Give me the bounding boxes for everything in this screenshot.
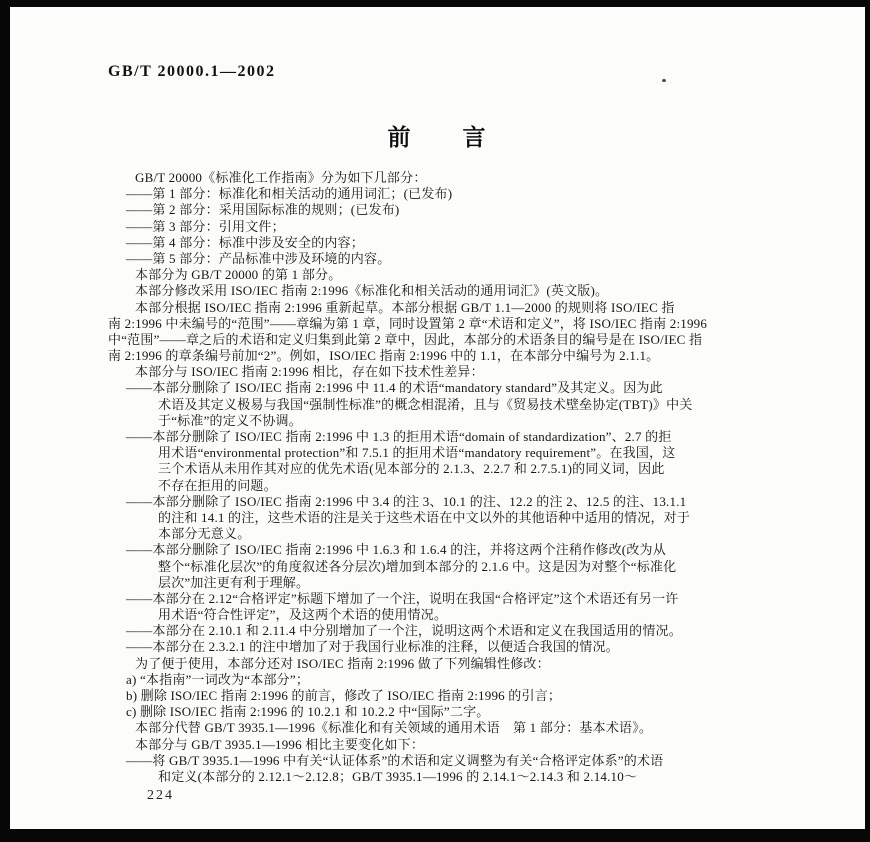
text-line: ——本部分在 2.10.1 和 2.11.4 中分别增加了一个注，说明这两个术语和定义在我国适用的情况。 bbox=[126, 623, 682, 639]
text-line: ——本部分删除了 ISO/IEC 指南 2:1996 中 3.4 的注 3、10.1 的注、12.2 的注 2、12.5 的注、13.1.1 bbox=[126, 493, 687, 509]
text-line: 为了便于使用，本部分还对 ISO/IEC 指南 2:1996 做了下列编辑性修改： bbox=[135, 655, 550, 671]
text-line: 整个“标准化层次”的角度叙述各分层次)增加到本部分的 2.1.6 中。这是因为对整个“标准化 bbox=[158, 558, 677, 574]
text-line: 的注和 14.1 的注，这些术语的注是关于这些术语在中文以外的其他语种中适用的情况，对于 bbox=[158, 509, 691, 525]
text-line: 于“标准”的定义不协调。 bbox=[158, 412, 302, 428]
text-line: 本部分与 ISO/IEC 指南 2:1996 相比，存在如下技术性差异： bbox=[135, 364, 484, 380]
text-line: ——本部分删除了 ISO/IEC 指南 2:1996 中 1.3 的拒用术语“domain of standardization”、2.7 的拒 bbox=[126, 429, 672, 444]
text-line: ——第 5 部分：产品标准中涉及环境的内容。 bbox=[126, 250, 391, 266]
text-line: ——第 2 部分：采用国际标准的规则；(已发布) bbox=[126, 202, 400, 218]
text-line: 本部分修改采用 ISO/IEC 指南 2:1996《标准化和相关活动的通用词汇》(英文版)。 bbox=[135, 283, 609, 299]
text-line: ——将 GB/T 3935.1—1996 中有关“认证体系”的术语和定义调整为有关“合格评定体系”的术语 bbox=[126, 752, 664, 768]
text-line: ——本部分在 2.3.2.1 的注中增加了对于我国行业标准的注释，以便适合我国的情况。 bbox=[126, 639, 619, 655]
page-title: 前 言 bbox=[387, 125, 488, 150]
standard-number: GB/T 20000.1—2002 bbox=[108, 63, 276, 80]
text-line: 南 2:1996 的章条编号前加“2”。例如，ISO/IEC 指南 2:1996 中的 1.1，在本部分中编号为 2.1.1。 bbox=[108, 348, 660, 364]
text-line: 本部分根据 ISO/IEC 指南 2:1996 重新起草。本部分根据 GB/T 1.1—2000 的规则将 ISO/IEC 指 bbox=[135, 299, 675, 315]
text-line: ——第 1 部分：标准化和相关活动的通用词汇；(已发布) bbox=[126, 186, 453, 202]
foreword-lines bbox=[108, 170, 803, 785]
text-line: a) “本指南”一词改为“本部分”； bbox=[126, 671, 310, 687]
text-line: c) 删除 ISO/IEC 指南 2:1996 的 10.2.1 和 10.2.2 中“国际”二字。 bbox=[126, 704, 490, 720]
text-line: 中“范围”——章之后的术语和定义归集到此第 2 章中，因此，本部分的术语条目的编号是在 ISO/IEC 指 bbox=[108, 331, 703, 347]
text-line: 不存在拒用的问题。 bbox=[158, 477, 277, 493]
text-line: 三个术语从未用作其对应的优先术语(见本部分的 2.1.3、2.2.7 和 2.7.5.1)的同义词，因此 bbox=[158, 461, 665, 477]
text-line: 术语及其定义极易与我国“强制性标准”的概念相混淆，且与《贸易技术壁垒协定(TBT)》中关 bbox=[158, 396, 693, 412]
text-line: 用术语“符合性评定”，及这两个术语的使用情况。 bbox=[158, 607, 448, 623]
text-line: b) 删除 ISO/IEC 指南 2:1996 的前言，修改了 ISO/IEC 指南 2:1996 的引言； bbox=[126, 688, 562, 703]
text-line: 本部分与 GB/T 3935.1—1996 相比主要变化如下： bbox=[135, 736, 425, 752]
text-line: ——本部分在 2.12“合格评定”标题下增加了一个注，说明在我国“合格评定”这个术语还有另一许 bbox=[126, 590, 679, 606]
text-line: ——本部分删除了 ISO/IEC 指南 2:1996 中 11.4 的术语“mandatory standard”及其定义。因为此 bbox=[126, 380, 663, 396]
text-line: ——本部分删除了 ISO/IEC 指南 2:1996 中 1.6.3 和 1.6.4 的注，并将这两个注稍作修改(改为从 bbox=[126, 542, 666, 558]
text-line: 南 2:1996 中未编号的“范围”——章编为第 1 章，同时设置第 2 章“术语和定义”，将 ISO/IEC 指南 2:1996 bbox=[108, 315, 708, 331]
text-line: 和定义(本部分的 2.12.1～2.12.8；GB/T 3935.1—1996 的 2.14.1～2.14.3 和 2.14.10～ bbox=[158, 768, 638, 784]
text-line: ——第 3 部分：引用文件； bbox=[126, 218, 285, 234]
scan-speck bbox=[662, 79, 666, 82]
page-number: 224 bbox=[147, 788, 174, 803]
text-line: ——第 4 部分：标准中涉及安全的内容； bbox=[126, 234, 365, 250]
text-line: 本部分无意义。 bbox=[158, 526, 251, 542]
text-line: 层次”加注更有利于理解。 bbox=[158, 574, 310, 590]
text-line: 用术语“environmental protection”和 7.5.1 的拒用术语“mandatory requirement”。在我国，这 bbox=[158, 445, 676, 461]
text-line: 本部分代替 GB/T 3935.1—1996《标准化和有关领域的通用术语 第 1 部分：基本术语》。 bbox=[135, 720, 653, 736]
text-line: 本部分为 GB/T 20000 的第 1 部分。 bbox=[135, 267, 342, 283]
text-line: GB/T 20000《标准化工作指南》分为如下几部分： bbox=[135, 170, 427, 185]
